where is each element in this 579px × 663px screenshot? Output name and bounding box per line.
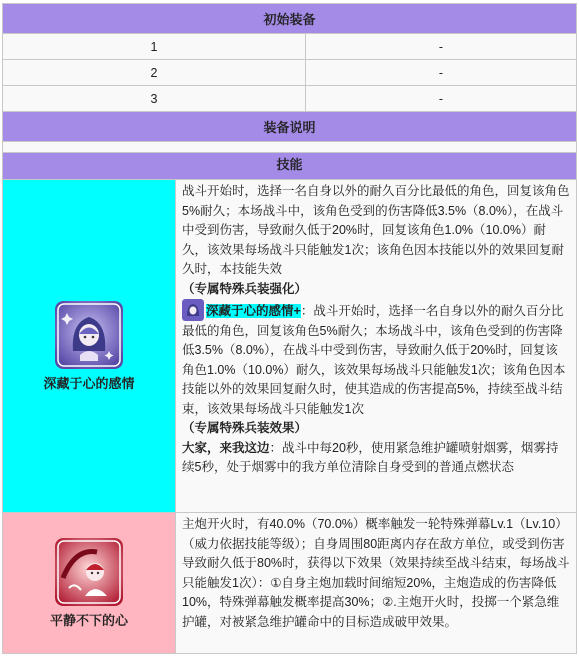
augment-title: （专属特殊兵装强化） [182, 281, 308, 296]
skill-icon-cell [3, 180, 176, 513]
effect-text: ：战斗中每20秒，使用紧急维护罐喷射烟雾，烟雾持续5秒，处于烟雾中的我方单位清除自身受到的普通点燃状态 [182, 440, 559, 474]
skill-base-text: 主炮开火时，有40.0%（70.0%）概率触发一轮特殊弹幕Lv.1（Lv.10）（威力依据技能等级）；自身周围80距离内存在敌方单位，或受到伤害导致耐久低于80%时，获得以下效果（效果持续至战斗结束，每场战斗只能触发1次）：①自身主炮加载时间缩短20%，主炮造成的伤害降低10%，特殊弹幕触发概率提高30%；②.主炮开火时，投掷一个紧急维护罐，对被紧急维护罐命中的目标造成破甲效果。 [182, 517, 570, 629]
equipment-slot-value: - [306, 60, 577, 86]
skill-name: 深藏于心的感情 [43, 375, 135, 391]
effect-name: 大家，来我这边 [182, 440, 270, 455]
skills-header: 技能 [3, 153, 577, 180]
skill-name: 平静不下的心 [49, 612, 128, 628]
equipment-note-header: 装备说明 [3, 112, 577, 142]
skill-description [176, 513, 577, 654]
initial-equipment-header: 初始装备 [3, 4, 577, 34]
augment-skill-name: 深藏于心的感情+ [206, 304, 301, 318]
equipment-slot-value: - [306, 34, 577, 60]
effect-title: （专属特殊兵装效果） [182, 421, 308, 435]
table-row [3, 86, 577, 112]
hooded-girl-icon [55, 301, 123, 369]
skill-row [3, 180, 577, 513]
skill-description [176, 180, 577, 513]
equipment-slot-value: - [306, 86, 577, 112]
initial-equipment-table [2, 3, 577, 153]
hooded-girl-icon [182, 299, 204, 321]
equipment-slot-number: 1 [3, 34, 306, 60]
skills-table [2, 152, 577, 654]
skill-icon-cell [3, 513, 176, 654]
effect-description [182, 439, 570, 478]
skill-row [3, 513, 577, 654]
augment-text: ：战斗开始时，选择一名自身以外的耐久百分比最低的角色，回复该角色5%耐久；本场战斗中，该角色受到的伤害降低3.5%（8.0%），在战斗中受到伤害，导致耐久低于20%时，回复该角色1.0%（10.0%）耐久，该效果每场战斗只能触发1次；该角色因本技能以外的效果回复耐久时，使其造成的伤害提高5%，持续至战斗结束，该效果每场战斗只能触发1次 [182, 304, 566, 416]
skill-base-text: 战斗开始时，选择一名自身以外的耐久百分比最低的角色，回复该角色5%耐久；本场战斗中，该角色受到的伤害降低3.5%（8.0%），在战斗中受到伤害，导致耐久低于20%时，回复该角色1.0%（10.0%）耐久，该效果每场战斗只能触发1次；该角色因本技能以外的效果回复耐久时，本技能失效 [182, 184, 570, 276]
table-row [3, 34, 577, 60]
table-row [3, 60, 577, 86]
equipment-slot-number: 2 [3, 60, 306, 86]
red-girl-icon [55, 538, 123, 606]
equipment-note-body [3, 142, 577, 153]
equipment-slot-number: 3 [3, 86, 306, 112]
augment-description [182, 299, 570, 419]
